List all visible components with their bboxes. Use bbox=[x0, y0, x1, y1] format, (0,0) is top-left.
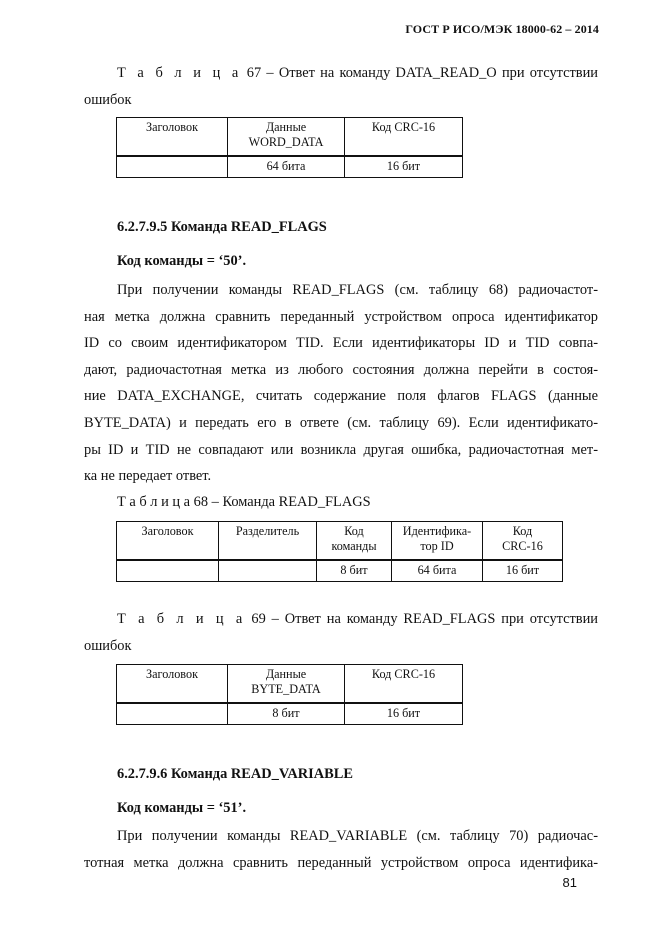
table69-caption bbox=[84, 606, 598, 659]
command-code: Код команды = ‘51’. bbox=[117, 800, 247, 816]
table67-header-text: Данные bbox=[265, 120, 307, 134]
table67-value-cell: 16 бит bbox=[345, 156, 463, 178]
command-code: Код команды = ‘50’. bbox=[117, 253, 247, 269]
table67-caption bbox=[84, 60, 598, 113]
table69-header-text: Данные bbox=[265, 667, 307, 681]
table69-header-text: Заголовок bbox=[145, 667, 198, 681]
table69-header-cell bbox=[345, 665, 463, 703]
table69-caption-prefix: Т а б л и ц а bbox=[117, 611, 246, 627]
table68-caption-text: 68 – Команда READ_FLAGS bbox=[193, 494, 371, 510]
body-line: ка не передает ответ. bbox=[84, 468, 212, 485]
table69-caption-line1 bbox=[84, 606, 598, 633]
body-line: BYTE_DATA) и передать его в ответе (см. таблицу 69). Если идентификато- bbox=[84, 414, 598, 431]
table68-value-cell: 16 бит bbox=[483, 560, 563, 582]
table68-header-text: Код bbox=[512, 524, 533, 538]
table69-caption-text: 69 – Ответ на команду READ_FLAGS при отсутствии bbox=[251, 611, 598, 627]
table68-caption bbox=[117, 494, 371, 511]
table67-caption-text: 67 – Ответ на команду DATA_READ_O при отсутствии bbox=[246, 65, 598, 81]
table68-header-text: тор ID bbox=[420, 539, 454, 553]
table68-header-text: Заголовок bbox=[141, 524, 194, 538]
body-line: ры ID и TID не совпадают или возникла другая ошибка, радиочастотная мет- bbox=[84, 441, 598, 458]
table69-header-cell bbox=[117, 665, 228, 703]
table69-header-text: Код CRC-16 bbox=[371, 667, 436, 681]
table67-header-text: Код CRC-16 bbox=[371, 120, 436, 134]
table69-value-cell bbox=[117, 703, 228, 725]
table69-caption-line2: ошибок bbox=[84, 637, 132, 654]
table67-header-cell bbox=[117, 118, 228, 156]
table67-value-cell: 64 бита bbox=[228, 156, 345, 178]
table68-header-text: команды bbox=[331, 539, 377, 553]
table68-header-cell bbox=[392, 522, 483, 560]
table67-caption-line2: ошибок bbox=[84, 91, 132, 108]
table68-header-cell bbox=[317, 522, 392, 560]
table68-value-cell bbox=[117, 560, 219, 582]
table68-value-cell: 64 бита bbox=[392, 560, 483, 582]
table67 bbox=[116, 117, 463, 178]
table69 bbox=[116, 664, 463, 725]
body-line: При получении команды READ_VARIABLE (см. таблицу 70) радиочас- bbox=[117, 828, 598, 844]
table67-caption-prefix: Т а б л и ц а bbox=[117, 65, 242, 81]
page-number: 81 bbox=[562, 875, 577, 890]
table67-caption-line1 bbox=[84, 60, 598, 87]
body-line: ID со своим идентификатором TID. Если идентификаторы ID и TID совпа- bbox=[84, 335, 598, 352]
body-line: дают, радиочастотная метка из любого состояния должна перейти в состоя- bbox=[84, 361, 598, 378]
table68 bbox=[116, 521, 563, 582]
section-title: 6.2.7.9.5 Команда READ_FLAGS bbox=[117, 219, 327, 235]
table67-value-cell bbox=[117, 156, 228, 178]
table68-caption-prefix: Т а б л и ц а bbox=[117, 494, 191, 510]
table68-header-text: CRC-16 bbox=[502, 539, 543, 553]
table67-header-cell bbox=[345, 118, 463, 156]
table67-header-text: WORD_DATA bbox=[248, 135, 324, 149]
table68-value-cell bbox=[219, 560, 317, 582]
table68-header-text: Идентифика- bbox=[402, 524, 472, 538]
table69-value-cell: 8 бит bbox=[228, 703, 345, 725]
body-line: тотная метка должна сравнить переданный устройством опроса идентифика- bbox=[84, 854, 598, 871]
table67-header-text: Заголовок bbox=[145, 120, 198, 134]
table69-header-cell bbox=[228, 665, 345, 703]
table67-header-cell bbox=[228, 118, 345, 156]
table68-header-cell bbox=[219, 522, 317, 560]
table68-header-text: Разделитель bbox=[235, 524, 300, 538]
table69-header-text: BYTE_DATA bbox=[251, 682, 321, 696]
table69-value-cell: 16 бит bbox=[345, 703, 463, 725]
section-title: 6.2.7.9.6 Команда READ_VARIABLE bbox=[117, 766, 353, 782]
body-line: При получении команды READ_FLAGS (см. таблицу 68) радиочастот- bbox=[117, 282, 598, 298]
document-header: ГОСТ Р ИСО/МЭК 18000-62 – 2014 bbox=[405, 22, 599, 36]
table68-header-cell bbox=[117, 522, 219, 560]
section-body bbox=[84, 823, 598, 876]
table68-header-cell bbox=[483, 522, 563, 560]
section-body bbox=[84, 277, 598, 490]
table68-header-text: Код bbox=[344, 524, 364, 538]
body-line: ние DATA_EXCHANGE, считать содержание поля флагов FLAGS (данные bbox=[84, 388, 598, 405]
body-line: ная метка должна сравнить переданный устройством опроса идентификатор bbox=[84, 308, 598, 325]
table68-value-cell: 8 бит bbox=[317, 560, 392, 582]
